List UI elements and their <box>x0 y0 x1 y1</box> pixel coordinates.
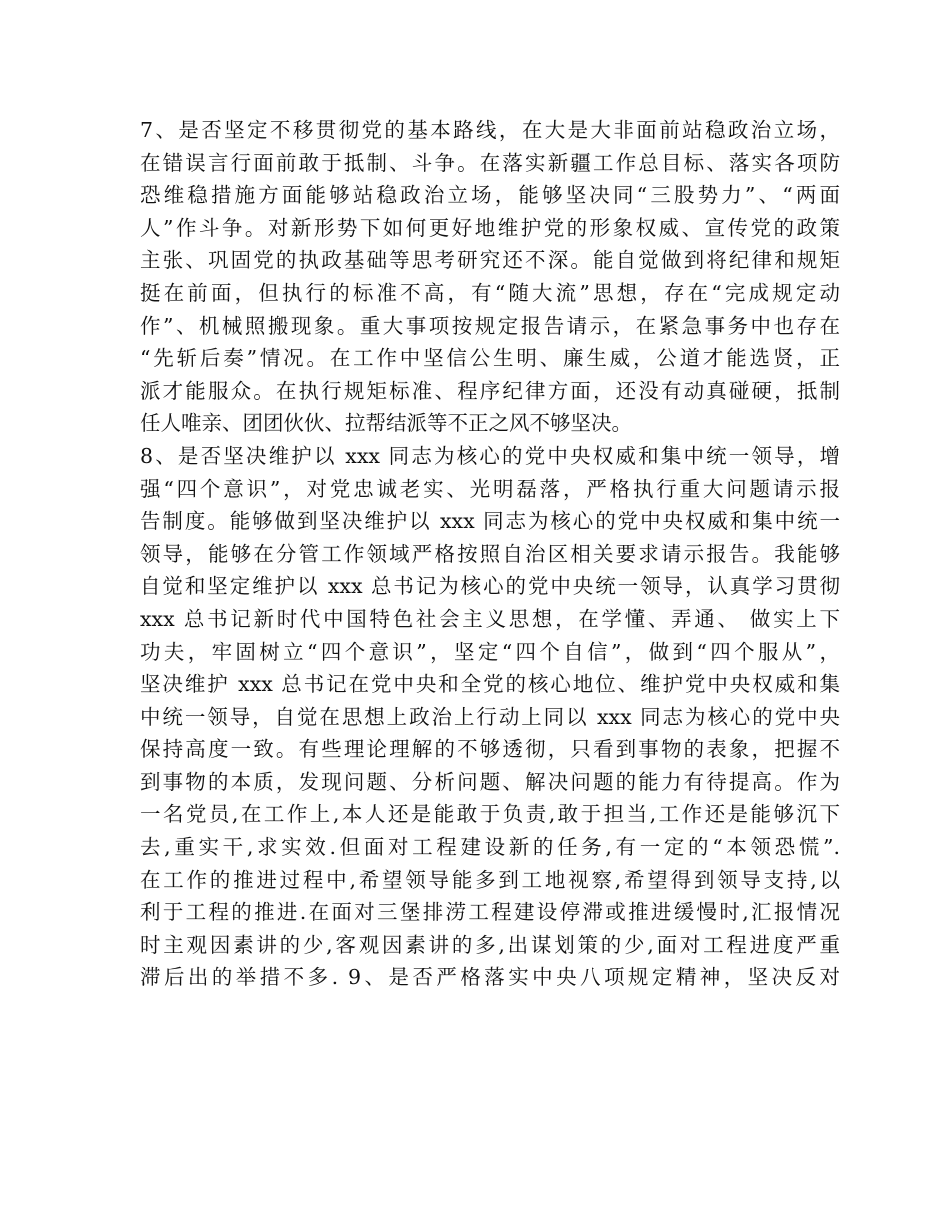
text-line: 任人唯亲、团团伙伙、拉帮结派等不正之风不够坚决。 <box>140 411 632 436</box>
text-line: 作”、机械照搬现象。重大事项按规定报告请示，在紧急事务中也存在 <box>140 313 840 338</box>
text-line: 派才能服众。在执行规矩标准、程序纪律方面，还没有动真碰硬，抵制 <box>140 378 840 403</box>
text-line: 人”作斗争。对新形势下如何更好地维护党的形象权威、宣传党的政策 <box>140 215 840 240</box>
text-line: 利于工程的推进.在面对三堡排涝工程建设停滞或推进缓慢时,汇报情况 <box>140 900 840 925</box>
text-line: 到事物的本质，发现问题、分析问题、解决问题的能力有待提高。作为 <box>140 769 840 794</box>
text-line: 领导，能够在分管工作领域严格按照自治区相关要求请示报告。我能够 <box>140 541 840 566</box>
text-line: 挺在前面，但执行的标准不高，有“随大流”思想，存在“完成规定动 <box>140 280 840 305</box>
text-line: xxx 总书记新时代中国特色社会主义思想，在学懂、弄通、 做实上下 <box>140 606 840 631</box>
text-line: 坚决维护 xxx 总书记在党中央和全党的核心地位、维护党中央权威和集 <box>140 672 840 697</box>
text-line: 7、是否坚定不移贯彻党的基本路线，在大是大非面前站稳政治立场， <box>140 118 840 142</box>
text-line: 功夫，牢固树立“四个意识”，坚定“四个自信”，做到“四个服从”， <box>140 639 840 664</box>
text-line: 强“四个意识”，对党忠诚老实、光明磊落，严格执行重大问题请示报 <box>140 476 840 501</box>
text-line: 在工作的推进过程中,希望领导能多到工地视察,希望得到领导支持,以 <box>140 867 840 892</box>
text-line: 恐维稳措施方面能够站稳政治立场，能够坚决同“三股势力”、“两面 <box>140 183 840 208</box>
document-body <box>140 114 840 994</box>
text-line: 时主观因素讲的少,客观因素讲的多,出谋划策的少,面对工程进度严重 <box>140 932 840 957</box>
text-line: 自觉和坚定维护以 xxx 总书记为核心的党中央统一领导，认真学习贯彻 <box>140 574 840 599</box>
text-line: 在错误言行面前敢于抵制、斗争。在落实新疆工作总目标、落实各项防 <box>140 150 840 175</box>
text-line: 一名党员,在工作上,本人还是能敢于负责,敢于担当,工作还是能够沉下 <box>140 802 840 827</box>
text-line: 保持高度一致。有些理论理解的不够透彻，只看到事物的表象，把握不 <box>140 737 840 762</box>
text-line: 告制度。能够做到坚决维护以 xxx 同志为核心的党中央权威和集中统一 <box>140 509 840 534</box>
text-line: 8、是否坚决维护以 xxx 同志为核心的党中央权威和集中统一领导，增 <box>140 443 840 468</box>
text-line: “先斩后奏”情况。在工作中坚信公生明、廉生威，公道才能选贤，正 <box>140 346 840 371</box>
text-line: 滞后出的举措不多. 9、是否严格落实中央八项规定精神，坚决反对 <box>140 965 840 990</box>
text-line: 主张、巩固党的执政基础等思考研究还不深。能自觉做到将纪律和规矩 <box>140 248 840 273</box>
text-line: 去,重实干,求实效.但面对工程建设新的任务,有一定的“本领恐慌”. <box>140 835 840 860</box>
text-line: 中统一领导，自觉在思想上政治上行动上同以 xxx 同志为核心的党中央 <box>140 704 840 729</box>
